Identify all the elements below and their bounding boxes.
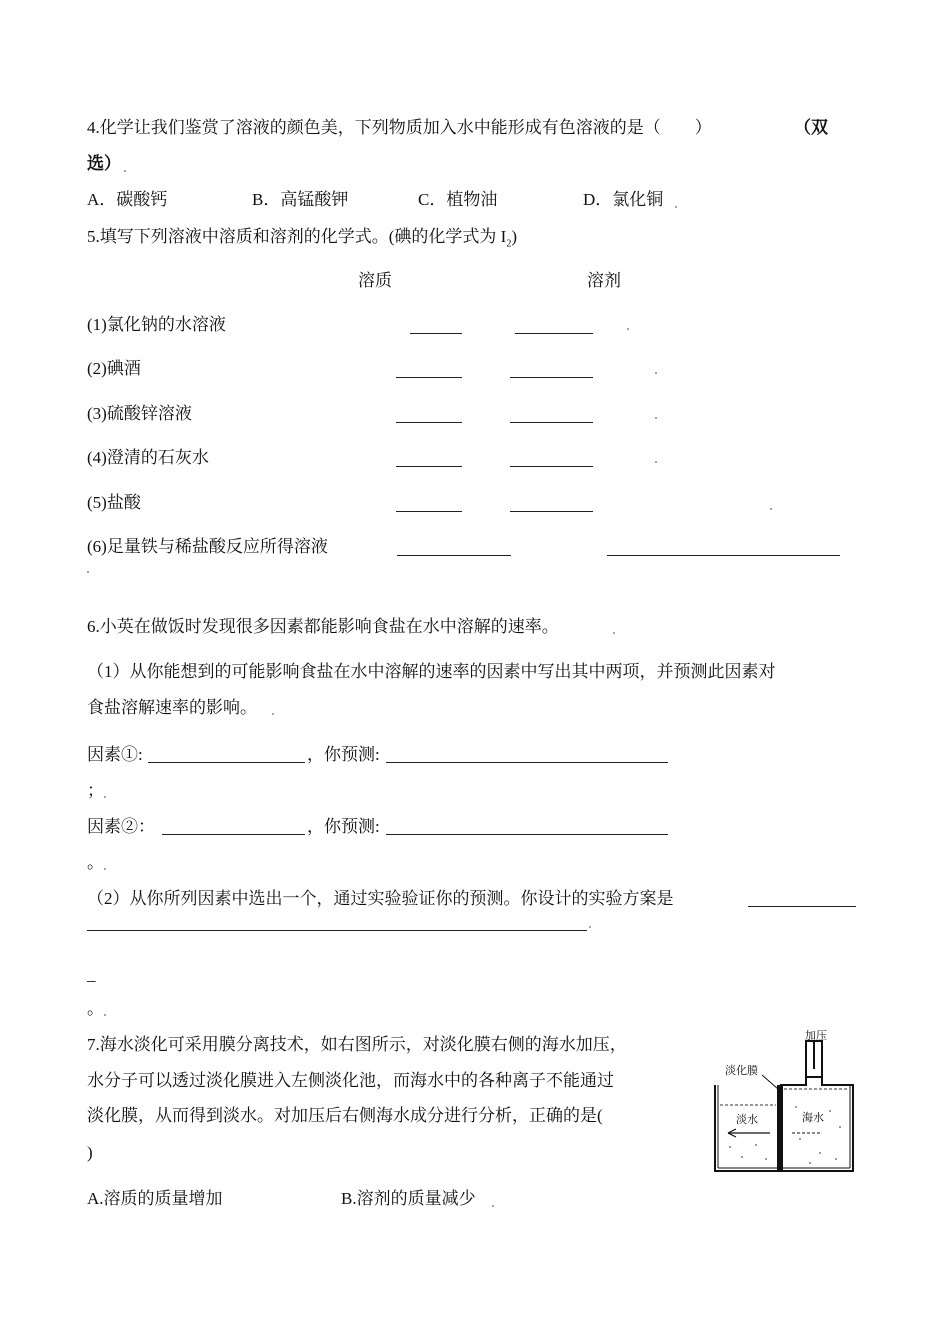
q4-option-b: B．高锰酸钾 [252,190,349,209]
q7-line3: 淡化膜，从而得到淡水。对加压后右侧海水成分进行分析，正确的是( [87,1106,603,1125]
label-membrane: 淡化膜 [725,1064,758,1077]
q6-factor2-predict-label: ，你预测: [307,817,380,836]
membrane-bar [777,1085,783,1171]
q5-row-2-solute-blank[interactable] [396,361,462,378]
q5-title [87,227,517,254]
q5-row-3-solvent-blank[interactable] [510,406,593,423]
q4-option-c: C．植物油 [418,190,498,209]
q4-double-select-tag: （双 [794,118,828,137]
q6-sub1-line2: 食盐溶解速率的影响。 [87,698,257,717]
q5-row-5: (5)盐酸 [87,493,141,512]
paragraph-mark [675,206,677,208]
q6-sub2-blank-line2[interactable] [87,914,587,931]
paragraph-mark [104,796,106,798]
paragraph-mark [627,328,629,330]
q5-row-6: (6)足量铁与稀盐酸反应所得溶液 [87,537,328,556]
q6-factor1-label: 因素①: [87,745,143,764]
q5-row-2: (2)碘酒 [87,359,141,378]
q6-factor1-blank[interactable] [148,746,305,763]
paragraph-mark [655,417,657,419]
q5-row-4: (4)澄清的石灰水 [87,448,209,467]
q5-row-5-solvent-blank[interactable] [510,495,593,512]
q5-title-sub: 2 [506,238,512,250]
q6-period2: 。 [87,999,104,1018]
paragraph-mark [87,571,89,573]
q6-factor2-label: 因素②： [87,817,155,836]
q7-option-a: A.溶质的质量增加 [87,1189,223,1208]
paragraph-mark [492,1205,494,1207]
q5-row-5-solute-blank[interactable] [396,495,462,512]
q7-line1: 7.海水淡化可采用膜分离技术，如右图所示，对淡化膜右侧的海水加压， [87,1035,627,1054]
q5-row-4-solute-blank[interactable] [396,450,462,467]
label-fresh-water: 淡水 [736,1113,758,1126]
q6-dash: _ [87,965,96,984]
q5-row-1-solvent-blank[interactable] [515,317,593,334]
q6-sub1-line1: （1）从你能想到的可能影响食盐在水中溶解的速率的因素中写出其中两项，并预测此因素对 [87,662,776,681]
paragraph-mark [104,1014,106,1016]
q5-title-main: 5.填写下列溶液中溶质和溶剂的化学式。(碘的化学式为 I [87,227,507,246]
label-pressure: 加压 [805,1029,827,1042]
q5-row-1-solute-blank[interactable] [410,317,462,334]
q5-row-3-solute-blank[interactable] [396,406,462,423]
q6-factor1-predict-label: ，你预测: [307,745,380,764]
q5-row-1: (1)氯化钠的水溶液 [87,315,226,334]
q6-title: 6.小英在做饭时发现很多因素都能影响食盐在水中溶解的速率。 [87,617,559,636]
q6-factor2-blank[interactable] [162,818,305,835]
q7-option-b: B.溶剂的质量减少 [341,1189,476,1208]
q4-double-select-tag-end: 选） [87,154,121,173]
q6-factor2-predict-blank[interactable] [386,818,668,835]
paragraph-mark [770,508,772,510]
paragraph-mark [124,170,126,172]
paragraph-mark [589,926,591,928]
q6-period: 。 [87,853,104,872]
label-sea-water: 海水 [802,1111,824,1124]
q5-row-4-solvent-blank[interactable] [510,450,593,467]
q6-sub2-blank-end[interactable] [748,890,856,907]
q6-sub2-line1: （2）从你所列因素中选出一个，通过实验验证你的预测。你设计的实验方案是 [87,889,674,908]
membrane-pointer [762,1075,778,1089]
paragraph-mark [655,461,657,463]
q5-row-2-solvent-blank[interactable] [510,361,593,378]
q7-line4: ) [87,1143,93,1162]
q5-header-solvent: 溶剂 [587,271,621,290]
q5-row-6-solute-blank[interactable] [397,539,511,556]
q4-stem: 4.化学让我们鉴赏了溶液的颜色美，下列物质加入水中能形成有色溶液的是（ ） [87,118,712,137]
paragraph-mark [655,372,657,374]
q5-row-3: (3)硫酸锌溶液 [87,404,192,423]
desalination-figure [710,1027,862,1179]
q5-header-solute: 溶质 [358,271,392,290]
q5-row-6-solvent-blank[interactable] [607,539,840,556]
paragraph-mark [104,868,106,870]
paragraph-mark [272,713,274,715]
q5-title-end: ) [511,227,517,246]
q4-option-a: A．碳酸钙 [87,190,168,209]
q4-option-d: D．氯化铜 [583,190,664,209]
q6-semicolon: ； [87,781,104,800]
paragraph-mark [613,632,615,634]
q7-line2: 水分子可以透过淡化膜进入左侧淡化池，而海水中的各种离子不能通过 [87,1071,614,1090]
q6-factor1-predict-blank[interactable] [386,746,668,763]
